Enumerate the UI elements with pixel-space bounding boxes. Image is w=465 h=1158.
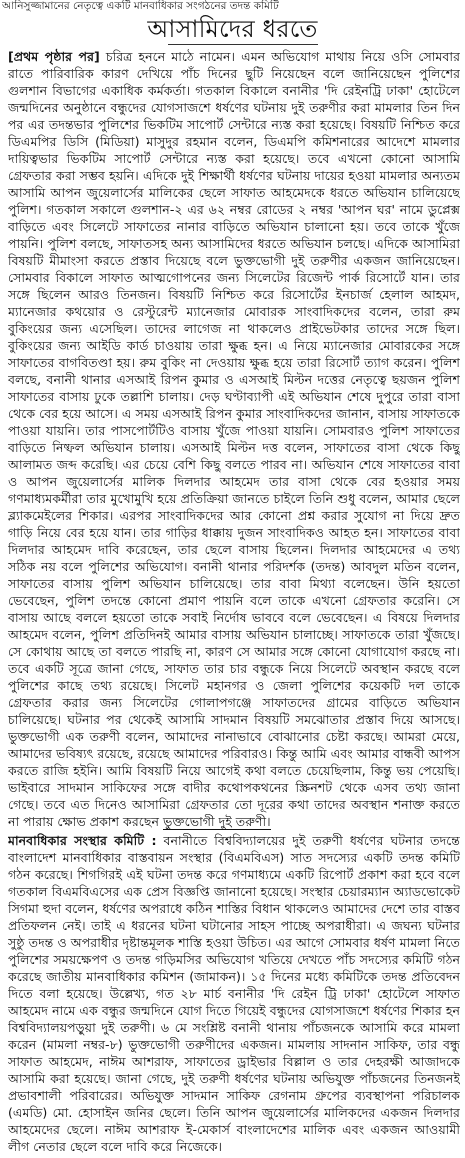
commission-text: বনানীতে বিশ্ববিদ্যালয়ের দুই তরুণী ধর্ষণের ঘটনার তদন্তে বাংলাদেশ মানবাধিকার বাস্তবায়ন সংস্থার (বিএমবিএস) সাত সদস্যের একটি তদন্ত কমিটি গঠন করেছে। শিগগিরই এই ঘটনা তদন্ত করে গণমাধ্যমে একটি রিপোর্ট প্রকাশ করা হবে বলে গতকাল বিএমবিএসের এক প্রেস বিজ্ঞপ্তি জানানো হয়েছে। সংস্থার চেয়ারম্যান অ্যাডভোকেট সিগমা হুদা বলেন, ধর্ষণের অপরাধে কঠিন শাস্তির বিধান থাকলেও আমাদের দেশে তার বাস্তব প্রতিফলন নেই। তাই এ ধরনের ঘটনা ঘটানোর সাহস পাচ্ছে অপরাধীরা। এ জঘন্য ঘটনার সুষ্ঠু তদন্ত ও অপরাধীর দৃষ্টান্তমূলক শাস্তি হওয়া উচিত। এর আগে সোমবার ধর্ষণ মামলা নিতে পুলিশের সময়ক্ষেপণ ও তদন্ত গড়িমসির অভিযোগ খতিয়ে দেখতে পাঁচ সদস্যের কমিটি গঠন করেছে জাতীয় মানবাধিকার কমিশন (জামাকন)। ১৫ দিনের মধ্যে কমিটিকে তদন্ত প্রতিবেদন দিতে বলা হয়েছে। উল্লেখ্য, গত ২৮ মার্চ বনানীর 'দি রেইন ট্রি ঢাকা' হোটেলে সাফাত আহমেদ নামে এক বন্ধুর জন্মদিনে যোগ দিতে গিয়েই বন্ধুদের যোগসাজশে ধর্ষণের শিকার হন বিশ্ববিদ্যালয়পড়ুয়া দুই তরুণী। ৬ মে সংশ্লিষ্ট বনানী থানায় পাঁচজনকে আসামি করে মামলা করেন (মামলা নম্বর-৮) ভুক্তভোগী তরুণীদের একজন। মামলায় সাদনান সাকিফ, তার বন্ধু সাফাত আহমেদ, নাঈম আশরাফ, সাফাতের ড্রাইভার বিল্লাল ও তার দেহরক্ষী আজাদকে আসামি করা হয়েছে। জানা গেছে, দুই তরুণী ধর্ষণের ঘটনায় অভিযুক্ত পাঁচজনের তিনজনই প্রভাবশালী পরিবারের। অভিযুক্ত সাদমান সাকিফ রেগনাম গ্রুপের ব্যবস্থাপনা পরিচালক (এমডি) মো. হোসাইন জনির ছেলে। তিনি আপন জুয়েলার্সের মালিকদের একজন দিলদার আহমেদের ছেলে। নাঈম আশরাফ ই-মেকার্স বাংলাদেশের মালিক এবং একজন আওয়ামী লীগ নেতার ছেলে বলে দাবি করে নিজেকে। [8,833,460,1154]
article-body [8,48,460,1156]
commission-heading: মানবাধিকার সংস্থার কমিটি : [8,833,157,848]
headline-underline [168,44,318,45]
lead-closing-text: ভুক্তভোগী দুই তরুণী। [163,814,271,829]
lead-paragraph [8,48,460,830]
lead-text: চরিত্র হননে মাঠে নামেন। এমন অভিযোগ মাথায় নিয়ে ওসি সোমবার রাতে পারিবারিক কারণ দেখিয়ে পাঁচ দিনের ছুটি নিয়েছেন বলে জানিয়েছেন পুলিশের গুলশান বিভাগের একাধিক কর্মকর্তা। গতকাল বিকালে বনানীর 'দি রেইনট্রি ঢাকা' হোটেলে জন্মদিনের অনুষ্ঠানে বন্ধুদের যোগসাজশে ধর্ষণের ঘটনায় দুই তরুণীর করা মামলার তিন দিন পর এর তদন্তভার পুলিশের ভিকটিম সাপোর্ট সেন্টারে ন্যস্ত করা হয়েছে। বিষয়টি নিশ্চিত করে ডিএমপির ডিসি (মিডিয়া) মাসুদুর রহমান বলেন, ডিএমপি কমিশনারের আদেশে মামলার দায়িত্বভার ভিকটিম সাপোর্ট সেন্টারে ন্যস্ত করা হয়েছে। তবে এখনো কোনো আসামি গ্রেফতার করা সম্ভব হয়নি। এদিকে দুই শিক্ষার্থী ধর্ষণের ঘটনায় দায়ের হওয়া মামলার অন্যতম আসামি আপন জুয়েলার্সের মালিকের ছেলে সাফাত আহমেদকে ধরতে অভিযান চালিয়েছে পুলিশ। গতকাল সকালে গুলশান-২ এর ৬২ নম্বর রোডের ২ নম্বর 'আপন ঘর' নামে ডুপ্লেক্স বাড়িতে এবং সিলেটে সাফাতের নানার বাড়িতে অভিযান চালানো হয়। তবে তাকে খুঁজে পায়নি। পুলিশ বলছে, সাফাতসহ অন্য আসামিদের ধরতে অভিযান চলছে। এদিকে আসামিরা বিষয়টি মীমাংসা করতে প্রস্তাব দিয়েছে বলে ভুক্তভোগী দুই তরুণীর একজন জানিয়েছেন। সোমবার বিকালে সাফাত আত্মগোপনের জন্য সিলেটের রিজেন্ট পার্ক রিসোর্টে যান। তার সঙ্গে ছিলেন আরও তিনজন। বিষয়টি নিশ্চিত করে রিসোর্টের ইনচার্জ হেলাল আহমদ, ম্যানেজার কথয়োর ও রেস্টুরেন্ট ম্যানেজার মোবারক সাংবাদিকদের বলেন, তারা রুম বুকিংয়ের জন্য এসেছিল। তাদের লাগেজ না থাকলেও প্রাইভেটকার তাদের সঙ্গে ছিল। বুকিংয়ের জন্য আইডি কার্ড চাওয়ায় তারা ক্ষুব্ধ হন। এ নিয়ে ম্যানেজার মোবারকের সঙ্গে সাফাতের বাগবিতণ্ডা হয়। রুম বুকিং না দেওয়ায় ক্ষুব্ধ হয়ে তারা রিসোর্ট ত্যাগ করেন। পুলিশ বলছে, বনানী থানার এসআই রিপন কুমার ও এসআই মিল্টন দত্তের নেতৃত্বে ছয়জন পুলিশ সাফাতের বাসায় ঢুকে তল্লাশি চালায়। দেড় ঘণ্টাব্যাপী এই অভিযান শেষে দুপুরে তারা বাসা থেকে বের হয়ে আসে। এ সময় এসআই রিপন কুমার সাংবাদিকদের জানান, বাসায় সাফাতকে পাওয়া যায়নি। তার পাসপোর্টটিও বাসায় খুঁজে পাওয়া যায়নি। সোমবারও পুলিশ সাফাতের বাড়িতে নিষ্ফল অভিযান চালায়। এসআই মিল্টন দত্ত বলেন, সাফাতের বাসা থেকে কিছু আলামত জব্দ করেছি। এর চেয়ে বেশি কিছু বলতে পারব না। অভিযান শেষে সাফাতের বাবা ও আপন জুয়েলার্সের মালিক দিলদার আহমেদ তার বাসা থেকে বের হওয়ার সময় গণমাধ্যমকর্মীরা তার মুখোমুখি হয়ে প্রতিক্রিয়া জানতে চাইলে তিনি শুধু বলেন, আমার ছেলে ব্ল্যাকমেইলের শিকার। এরপর সাংবাদিকদের আর কোনো প্রশ্ন করার সুযোগ না দিয়ে দ্রুত গাড়ি নিয়ে বের হয়ে যান। তার গাড়ির ধাক্কায় দুজন সাংবাদিকও আহত হন। সাফাতের বাবা দিলদার আহমেদ দাবি করেছেন, তার ছেলে বাসায় ছিলেন। দিলদার আহমেদের এ তথ্য সঠিক নয় বলে পুলিশের অভিযোগ। বনানী থানার পরিদর্শক (তদন্ত) আবদুল মতিন বলেন, সাফাতের বাসায় পুলিশ অভিযান চালিয়েছে। তার বাবা মিথ্যা বলেছেন। উনি হয়তো ভেবেছেন, পুলিশ তদন্তে কোনো প্রমাণ পায়নি বলে তাকে এখনো গ্রেফতার করেনি। সে বাসায় আছে বললে হয়তো তাকে সবাই নির্দোষ ভাববে বলে ভেবেছেন। এ বিষয়ে দিলদার আহমেদ বলেন, পুলিশ প্রতিদিনই আমার বাসায় অভিযান চালাচ্ছে। সাফাতকে তারা খুঁজছে। সে কোথায় আছে তা বলতে পারছি না, কারণ সে আমার সঙ্গে কোনো যোগাযোগ করছে না। তবে একটি সূত্রে জানা গেছে, সাফাত তার চার বন্ধুকে নিয়ে সিলেটে অবস্থান করছে বলে পুলিশের কাছে তথ্য রয়েছে। সিলেট মহানগর ও জেলা পুলিশের কয়েকটি দল তাকে গ্রেফতার করার জন্য সিলেটের গোলাপগঞ্জে সাফাতদের গ্রামের বাড়িতে অভিযান চালিয়েছে। ঘটনার পর থেকেই আসামি সাদমান বিষয়টি সমঝোতার প্রস্তাব দিয়ে আসছে। ভুক্তভোগী এক তরুণী বলেন, আমাদের নানাভাবে বোঝানোর চেষ্টা করছে। আমরা মেয়ে, আমাদের ভবিষ্যৎ রয়েছে, রয়েছে আমাদের পরিবারও। কিন্তু আমি এবং আমার বান্ধবী আপস করতে রাজি হইনি। আমি বিষয়টি নিয়ে আগেই কথা বলতে চেয়েছিলাম, কিন্তু ভয় পেয়েছি। ভাইবারে সাদমান সাকিফের সঙ্গে বাদীর কথোপকথনের স্ক্রিনশট থেকে এসব তথ্য জানা গেছে। তবে এত দিনেও আসামিরা গ্রেফতার তো দূরের কথা তাদের অবস্থান শনাক্ত করতে না পারায় ক্ষোভ প্রকাশ করছেন [8,49,460,829]
commission-paragraph [8,832,460,1155]
continued-from-front-page: [প্রথম পৃষ্ঠার পর] [8,49,100,64]
headline: আসামিদের ধরতে [147,15,318,43]
previous-article-fragment: আনিসুজ্জামানের নেতৃত্বে একটি মানবাধিকার সংগঠনের তদন্ত কমিটি [2,0,279,12]
